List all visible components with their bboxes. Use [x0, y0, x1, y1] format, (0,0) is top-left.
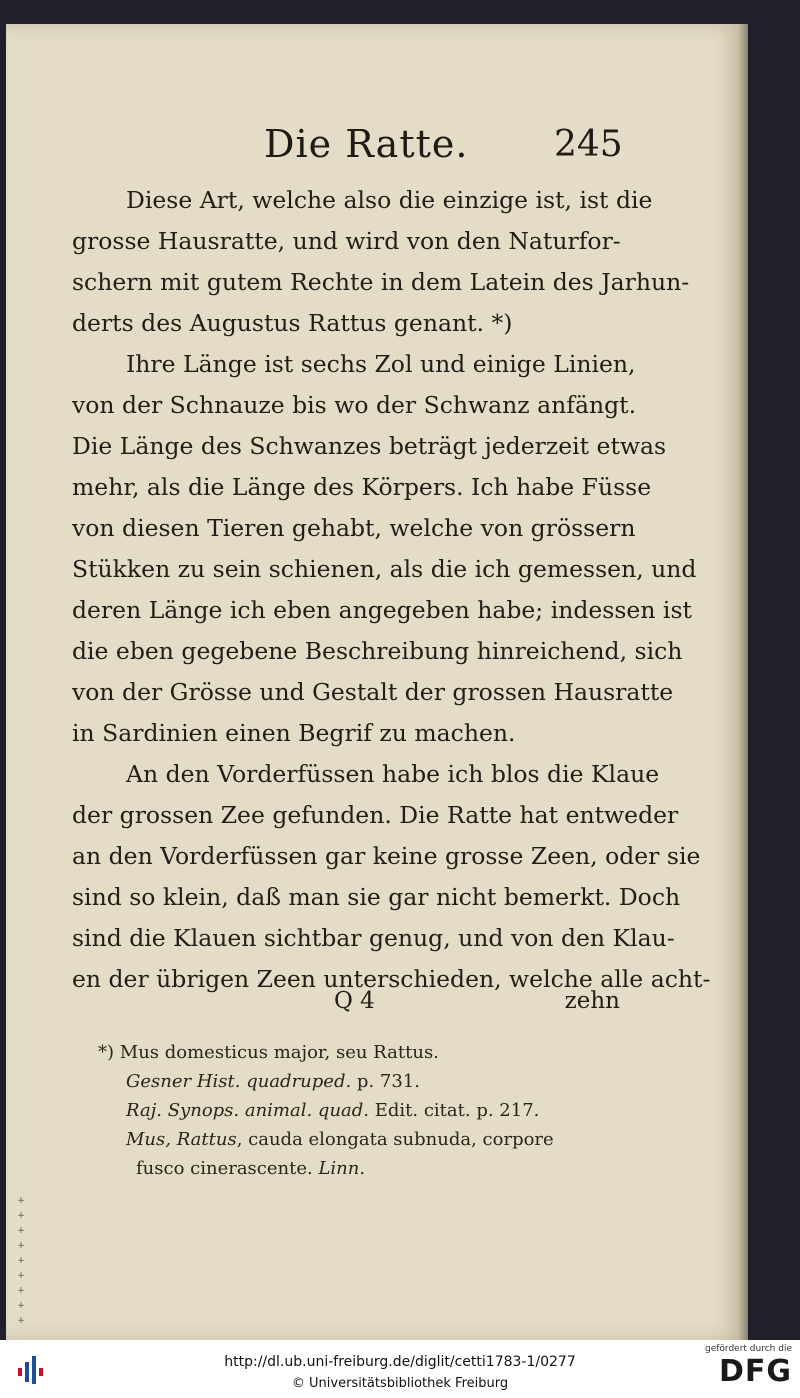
body-text	[72, 180, 711, 1000]
text-line: derts des Augustus Rattus genant. *)	[72, 309, 513, 337]
text-line: von der Grösse und Gestalt der grossen Hausratte	[72, 678, 674, 706]
text-line: deren Länge ich eben angegeben habe; indessen ist	[72, 596, 692, 624]
dfg-funding-label: gefördert durch die	[705, 1344, 792, 1354]
page-number: 245	[554, 124, 623, 165]
page-edge	[738, 24, 748, 1340]
permalink-url[interactable]: http://dl.ub.uni-freiburg.de/diglit/cetti1783-1/0277	[224, 1354, 576, 1370]
footnote-line-5	[98, 1154, 618, 1183]
paragraph-1	[72, 180, 690, 344]
text-line: grosse Hausratte, und wird von den Naturfor-	[72, 227, 621, 255]
footnote-line-2	[98, 1067, 618, 1096]
text-line: schern mit gutem Rechte in dem Latein des Jarhun-	[72, 268, 690, 296]
text-line: en der übrigen Zeen unterschieden, welche alle acht-	[72, 965, 711, 993]
text-line: die eben gegebene Beschreibung hinreichend, sich	[72, 637, 683, 665]
footnote-line-1	[98, 1038, 618, 1067]
text-line: Stükken zu sein schienen, als die ich gemessen, und	[72, 555, 697, 583]
footnote-citation: Gesner Hist. quadruped.	[126, 1071, 352, 1092]
copyright-notice: © Universitätsbibliothek Freiburg	[291, 1376, 509, 1391]
text-line: von diesen Tieren gehabt, welche von grössern	[72, 514, 636, 542]
text-line: mehr, als die Länge des Körpers. Ich habe Füsse	[72, 473, 652, 501]
text-line: an den Vorderfüssen gar keine grosse Zeen, oder sie	[72, 842, 701, 870]
paragraph-3	[72, 754, 711, 1000]
text-line: der grossen Zee gefunden. Die Ratte hat entweder	[72, 801, 679, 829]
footnote-marker: *)	[98, 1042, 115, 1063]
footnote-text: p. 731.	[351, 1071, 420, 1092]
footnote-text: Edit. citat. p. 217.	[369, 1100, 540, 1121]
footnote-citation: Linn.	[318, 1158, 366, 1179]
text-line: von der Schnauze bis wo der Schwanz anfängt.	[72, 391, 637, 419]
text-line: sind so klein, daß man sie gar nicht bemerkt. Doch	[72, 883, 681, 911]
text-line: Diese Art, welche also die einzige ist, ist die	[126, 186, 653, 214]
footnote-citation: Raj. Synops. animal. quad.	[126, 1100, 370, 1121]
footnote-line-4	[98, 1125, 618, 1154]
margin-marks: + + + + + + + + +	[17, 1196, 25, 1326]
signature-mark: Q 4	[334, 988, 375, 1014]
footnote-text: , cauda elongata subnuda, corpore	[236, 1129, 554, 1150]
text-line: Ihre Länge ist sechs Zol und einige Linien,	[126, 350, 636, 378]
signature-row	[72, 988, 620, 1024]
catchword: zehn	[564, 988, 620, 1014]
footnote-text: Mus domesticus major, seu Rattus.	[119, 1042, 439, 1063]
text-line: An den Vorderfüssen habe ich blos die Klaue	[126, 760, 660, 788]
footnote-line-3	[98, 1096, 618, 1125]
text-line: in Sardinien einen Begrif zu machen.	[72, 719, 516, 747]
paragraph-2	[72, 344, 697, 754]
text-line: sind die Klauen sichtbar genug, und von den Klau-	[72, 924, 675, 952]
footnote	[98, 1038, 618, 1183]
text-line: Die Länge des Schwanzes beträgt jederzeit etwas	[72, 432, 667, 460]
running-title: Die Ratte.	[264, 122, 469, 166]
book-page	[6, 24, 742, 1340]
dfg-logo[interactable]: DFG	[718, 1354, 792, 1389]
footnote-text: fusco cinerascente.	[136, 1158, 319, 1179]
footnote-citation: Mus, Rattus	[126, 1129, 237, 1150]
viewer-footer	[0, 1340, 800, 1398]
page-header	[6, 116, 742, 176]
